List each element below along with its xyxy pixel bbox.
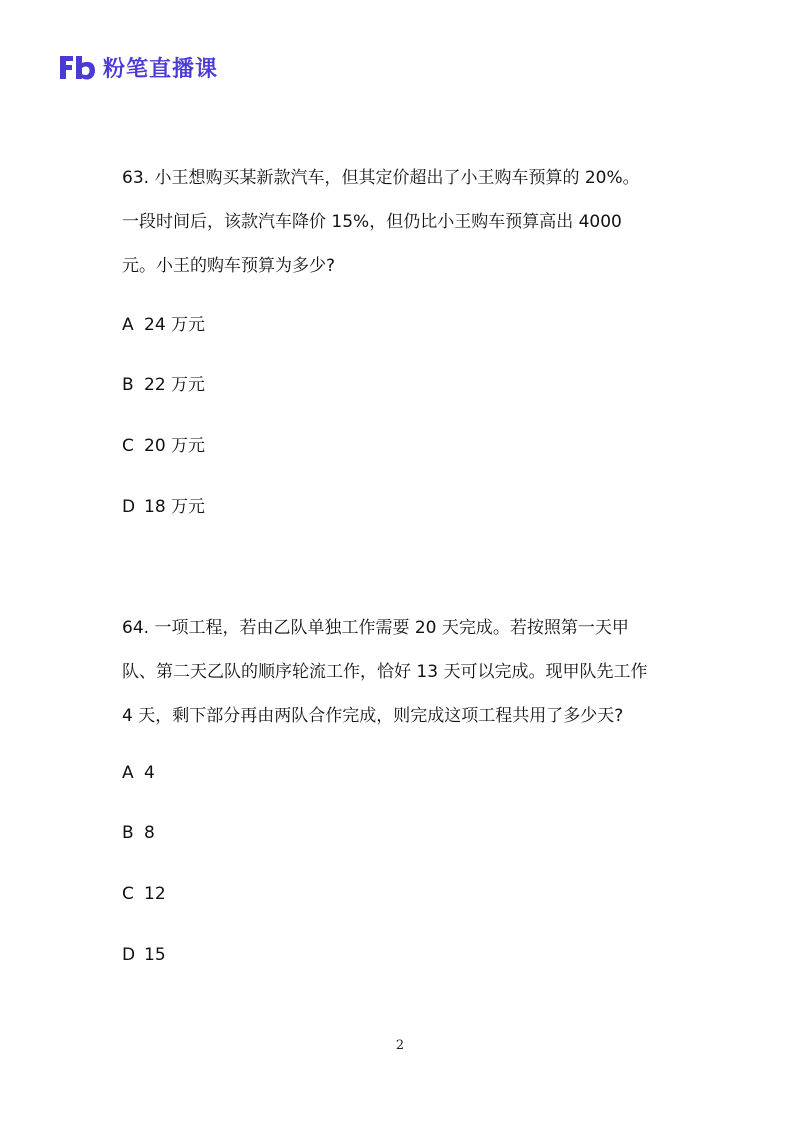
option-text: 15: [144, 945, 166, 965]
option-a[interactable]: [122, 313, 205, 337]
question-64: [122, 606, 682, 738]
option-letter: D: [122, 497, 136, 517]
brand-name: 粉笔直播课: [103, 56, 219, 82]
option-text: 24 万元: [144, 315, 206, 335]
option-letter: C: [122, 436, 134, 456]
question-text-line: 元。小王的购车预算为多少?: [122, 256, 336, 276]
option-d[interactable]: [122, 943, 166, 967]
question-text-line: 一段时间后，该款汽车降价 15%，但仍比小王购车预算高出 4000: [122, 212, 622, 232]
option-text: 8: [144, 823, 155, 843]
option-b[interactable]: [122, 821, 155, 845]
option-d[interactable]: [122, 495, 205, 519]
option-letter: C: [122, 884, 134, 904]
option-letter: A: [122, 763, 134, 783]
page-number: 2: [395, 1038, 405, 1053]
option-c[interactable]: [122, 434, 205, 458]
option-letter: A: [122, 315, 134, 335]
question-text-line: 64. 一项工程，若由乙队单独工作需要 20 天完成。若按照第一天甲: [122, 618, 629, 638]
option-text: 18 万元: [144, 497, 206, 517]
option-letter: D: [122, 945, 136, 965]
option-c[interactable]: [122, 882, 166, 906]
option-b[interactable]: [122, 373, 205, 397]
question-text-line: 4 天，剩下部分再由两队合作完成，则完成这项工程共用了多少天?: [122, 706, 624, 726]
question-text-line: 63. 小王想购买某新款汽车，但其定价超出了小王购车预算的 20%。: [122, 168, 640, 188]
option-text: 22 万元: [144, 375, 206, 395]
question-63: [122, 156, 682, 288]
option-text: 4: [144, 763, 155, 783]
option-text: 20 万元: [144, 436, 206, 456]
fenbi-fb-logo-icon: [57, 52, 97, 82]
option-letter: B: [122, 375, 134, 395]
question-text-line: 队、第二天乙队的顺序轮流工作，恰好 13 天可以完成。现甲队先工作: [122, 662, 648, 682]
option-letter: B: [122, 823, 134, 843]
option-text: 12: [144, 884, 166, 904]
brand-logo: [57, 52, 218, 82]
option-a[interactable]: [122, 761, 155, 785]
